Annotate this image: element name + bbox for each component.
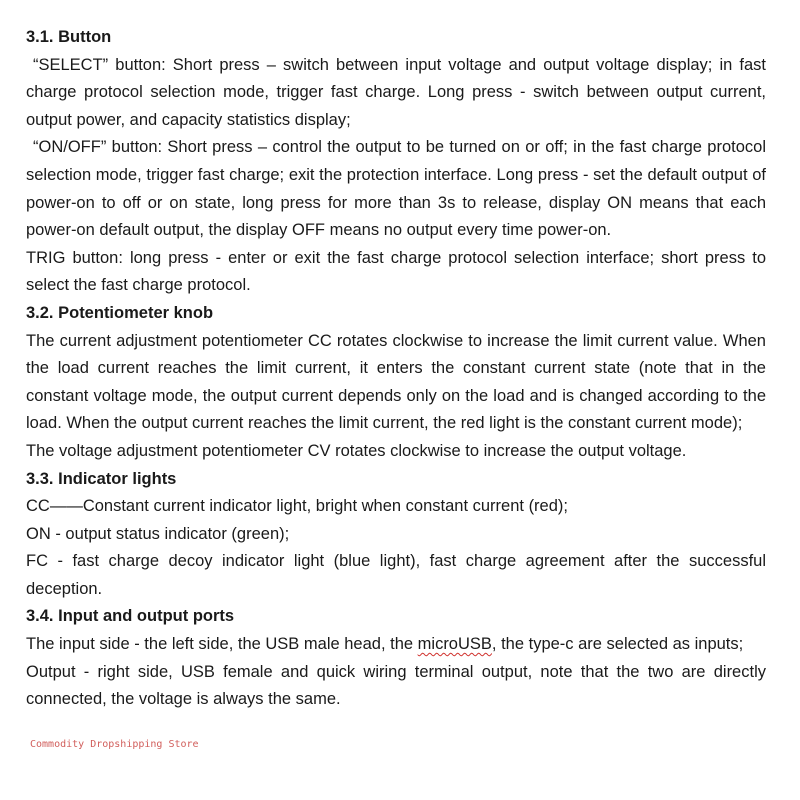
paragraph-onoff-button: “ON/OFF” button: Short press – control the output to be turned on or off; in the fast charge protocol selection mode, trigger fast charge; exit the protection interface. Long press - set the default output of power-on to off or on state, long press for more than 3s to release, display ON means that each power-on default output, the display OFF means no output every time power-on. — [26, 138, 766, 240]
paragraph-select-button: “SELECT” button: Short press – switch between input voltage and output voltage display; in fast charge protocol selection mode, trigger fast charge. Long press - switch between output current, output power, and capacity statistics display; — [26, 55, 766, 129]
section-indicator-lights — [26, 466, 766, 604]
store-watermark: Commodity Dropshipping Store — [30, 739, 199, 750]
paragraph-on-light: ON - output status indicator (green); — [26, 524, 290, 543]
section-button — [26, 24, 766, 300]
section-heading: 3.4. Input and output ports — [26, 607, 235, 626]
section-potentiometer — [26, 300, 766, 466]
section-heading: 3.1. Button — [26, 28, 112, 46]
paragraph-input-side — [26, 631, 766, 659]
section-heading: 3.3. Indicator lights — [26, 469, 177, 488]
paragraph-voltage-potentiometer: The voltage adjustment potentiometer CV rotates clockwise to increase the output voltage. — [26, 441, 687, 460]
paragraph-current-potentiometer: The current adjustment potentiometer CC rotates clockwise to increase the limit current value. When the load current reaches the limit current, it enters the constant current state (note that in the constant voltage mode, the output current depends only on the load and is changed according to the load. When the output current reaches the limit current, the red light is the constant current mode); — [26, 331, 766, 433]
paragraph-output-side: Output - right side, USB female and quick wiring terminal output, note that the two are directly connected, the voltage is always the same. — [26, 662, 766, 709]
paragraph-trig-button: TRIG button: long press - enter or exit the fast charge protocol selection interface; short press to select the fast charge protocol. — [26, 248, 766, 295]
paragraph-cc-light: CC——Constant current indicator light, bright when constant current (red); — [26, 497, 568, 516]
section-heading: 3.2. Potentiometer knob — [26, 303, 214, 322]
section-ports — [26, 603, 766, 713]
input-text-before: The input side - the left side, the USB male head, the — [26, 635, 418, 654]
input-text-after: , the type-c are selected as inputs; — [491, 635, 744, 654]
paragraph-fc-light: FC - fast charge decoy indicator light (blue light), fast charge agreement after the successful deception. — [26, 552, 766, 598]
microusb-term: microUSB — [417, 635, 492, 654]
